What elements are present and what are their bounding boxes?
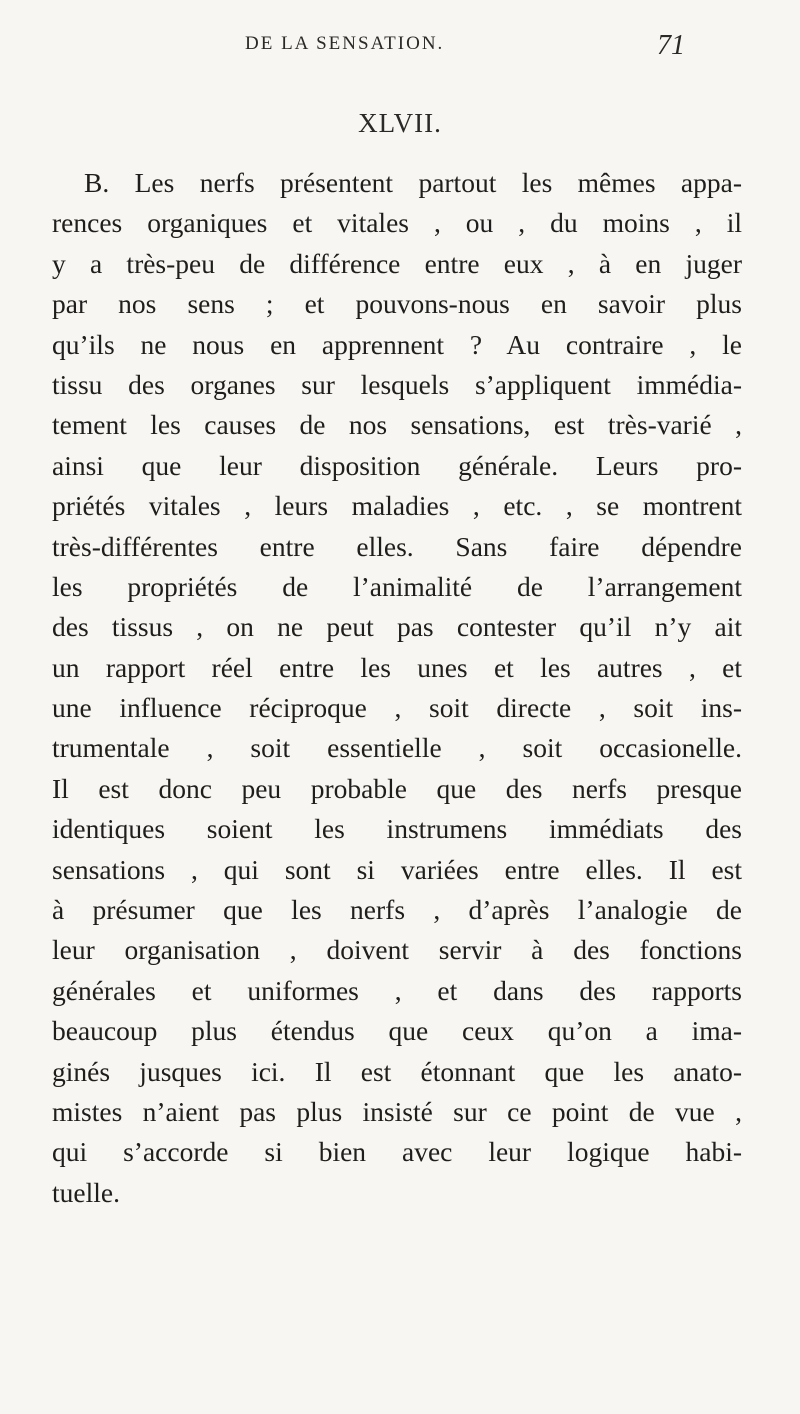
text-line: tuelle. xyxy=(52,1176,120,1208)
text-line: un rapport réel entre les unes et les autres , et xyxy=(52,651,742,683)
text-line: identiques soient les instrumens immédiats des xyxy=(52,813,742,845)
text-line: mistes n’aient pas plus insisté sur ce point de vue , xyxy=(52,1095,742,1127)
page-number: 71 xyxy=(657,30,685,61)
text-line: y a très-peu de différence entre eux , à en juger xyxy=(52,247,742,279)
text-line: les propriétés de l’animalité de l’arrangement xyxy=(52,570,742,602)
text-line: beaucoup plus étendus que ceux qu’on a ima- xyxy=(52,1015,742,1047)
running-head xyxy=(0,30,800,63)
text-line: sensations , qui sont si variées entre elles. Il est xyxy=(52,853,742,885)
text-line: Il est donc peu probable que des nerfs presque xyxy=(52,772,742,804)
text-line: tissu des organes sur lesquels s’appliquent immédia- xyxy=(52,368,742,400)
text-line: générales et uniformes , et dans des rapports xyxy=(52,974,742,1006)
body-paragraph xyxy=(52,163,742,1213)
text-line: B. Les nerfs présentent partout les mêmes appa- xyxy=(84,167,742,198)
text-line: par nos sens ; et pouvons-nous en savoir plus xyxy=(52,288,742,320)
running-title: DE LA SENSATION. xyxy=(245,33,445,54)
text-line: très-différentes entre elles. Sans faire dépendre xyxy=(52,530,742,562)
text-line: ainsi que leur disposition générale. Leurs pro- xyxy=(52,449,742,481)
text-line: tement les causes de nos sensations, est très-varié , xyxy=(52,409,742,441)
text-line: qu’ils ne nous en apprennent ? Au contraire , le xyxy=(52,328,742,360)
text-line: qui s’accorde si bien avec leur logique habi- xyxy=(52,1136,742,1168)
text-line: des tissus , on ne peut pas contester qu’il n’y ait xyxy=(52,611,742,643)
text-line: trumentale , soit essentielle , soit occasionelle. xyxy=(52,732,742,764)
text-line: ginés jusques ici. Il est étonnant que les anato- xyxy=(52,1055,742,1087)
text-line: rences organiques et vitales , ou , du moins , il xyxy=(52,207,742,239)
text-line: priétés vitales , leurs maladies , etc. , se montrent xyxy=(52,490,742,522)
section-number: XLVII. xyxy=(358,108,442,138)
text-line: une influence réciproque , soit directe , soit ins- xyxy=(52,692,742,724)
text-line: à présumer que les nerfs , d’après l’analogie de xyxy=(52,894,742,926)
text-line: leur organisation , doivent servir à des fonctions xyxy=(52,934,742,966)
